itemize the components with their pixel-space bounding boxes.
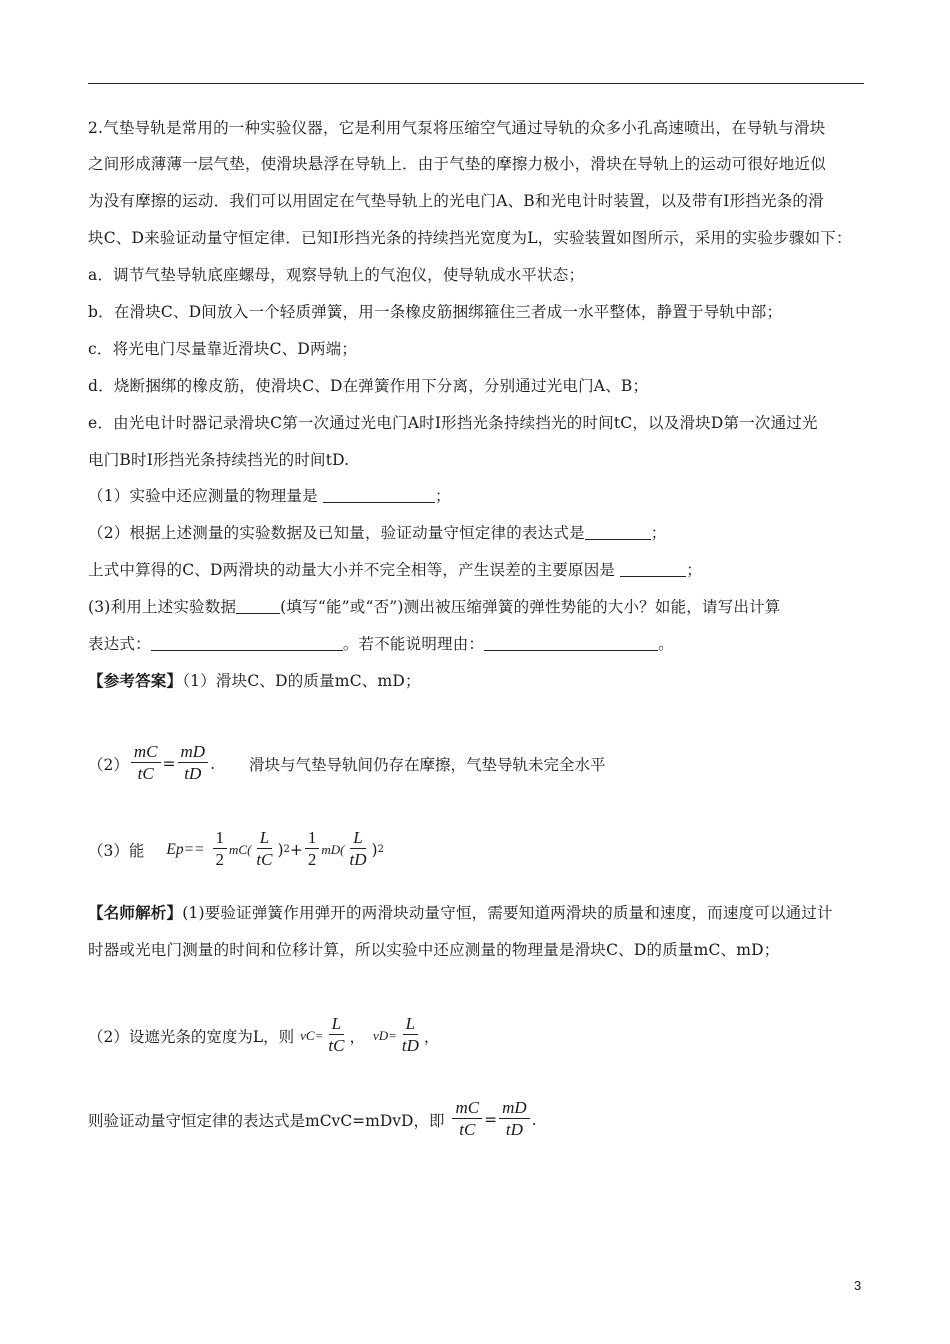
- question-2-end: ；: [650, 524, 667, 542]
- fraction-denominator: tD: [184, 764, 202, 783]
- fraction-denominator: tD: [401, 1036, 419, 1055]
- question-2-text: （2）根据上述测量的实验数据及已知量，验证动量守恒定律的表达式是: [88, 524, 585, 542]
- question-3: [88, 597, 780, 617]
- analysis-label: 【名师解析】: [88, 903, 183, 922]
- answer-1: （1）滑块C、D的质量mC、mD；: [182, 672, 421, 690]
- fraction-denominator: 2: [307, 850, 317, 869]
- answer-blank-1[interactable]: [323, 488, 435, 503]
- question-2b-text: 上式中算得的C、D两滑块的动量大小并不完全相等，产生误差的主要原因是: [88, 561, 621, 579]
- analysis-momentum-row: [88, 1098, 537, 1141]
- fraction-denominator: tC: [328, 1036, 345, 1055]
- answer-1-line: [88, 671, 421, 691]
- answer-2-reason: 滑块与气垫导轨间仍存在摩擦，气垫导轨未完全水平: [249, 755, 606, 774]
- question-2: [88, 523, 666, 543]
- mass-d: mD(: [321, 841, 345, 857]
- question-3-mid: (填写“能”或“否”)测出被压缩弹簧的弹性势能的大小？如能，请写出计算: [280, 598, 781, 616]
- question-2b-end: ；: [686, 561, 702, 579]
- comma: ，: [349, 1027, 365, 1046]
- fraction-numerator: L: [329, 1014, 344, 1035]
- analysis-velocity-text: （2）设遮光条的宽度为L，则: [88, 1027, 295, 1046]
- header-rule: [88, 83, 864, 84]
- fraction-numerator: L: [403, 1014, 418, 1035]
- fraction-numerator: mD: [178, 742, 209, 763]
- period: .: [210, 754, 215, 773]
- mass-c: mC(: [229, 841, 252, 857]
- exponent: 2: [377, 844, 384, 855]
- answer-blank-4[interactable]: [236, 599, 280, 614]
- question-1-end: ；: [435, 487, 451, 505]
- fraction-denominator: tC: [256, 850, 273, 869]
- fraction-mc-tc: [452, 1098, 482, 1141]
- question-3b: [88, 634, 674, 654]
- fraction-numerator: 1: [213, 828, 228, 849]
- step-b: b．在滑块C、D间放入一个轻质弹簧，用一条橡皮筋捆绑箍住三者成一水平整体，静置于导轨中部；: [88, 303, 783, 321]
- fraction-numerator: L: [257, 828, 272, 849]
- equals-sign: =: [162, 754, 176, 773]
- page-number: 3: [854, 1278, 862, 1293]
- question-3-text: (3)利用上述实验数据: [88, 598, 237, 616]
- question-3b-end: 。: [658, 635, 674, 653]
- fraction-one-half: [213, 828, 228, 871]
- comma: ，: [423, 1027, 440, 1046]
- answer-3-label: （3）能: [88, 841, 145, 860]
- answer-2-row: [88, 742, 606, 785]
- analysis-text-1: (1)要验证弹簧作用弹开的两滑块动量守恒，需要知道两滑块的质量和速度，而速度可以通过计: [182, 904, 833, 922]
- close-paren: ): [371, 840, 378, 859]
- question-para-line-3: 为没有摩擦的运动．我们可以用固定在气垫导轨上的光电门A、B和光电计时装置，以及带有Ⅰ形挡光条的滑: [88, 192, 824, 210]
- analysis-momentum-text: 则验证动量守恒定律的表达式是mCvC=mDvD，即: [88, 1111, 445, 1130]
- answer-blank-6[interactable]: [484, 636, 658, 651]
- fraction-l-tc: [253, 828, 275, 871]
- fraction-md-td: [178, 742, 209, 785]
- answer-3-row: [88, 828, 384, 871]
- exponent: 2: [283, 844, 290, 855]
- fraction-denominator: tC: [459, 1120, 476, 1139]
- question-1-text: （1）实验中还应测量的物理量是: [88, 487, 323, 505]
- analysis-line-1: [88, 903, 833, 923]
- question-2b: [88, 560, 702, 580]
- answer-blank-5[interactable]: [151, 636, 343, 651]
- answer-2-label: （2）: [88, 755, 129, 774]
- fraction-numerator: mD: [499, 1098, 530, 1119]
- fraction-one-half: [305, 828, 320, 871]
- step-c: c．将光电门尽量靠近滑块C、D两端；: [88, 340, 358, 358]
- fraction-denominator: tD: [349, 850, 367, 869]
- fraction-denominator: 2: [215, 850, 225, 869]
- answer-blank-2[interactable]: [585, 525, 651, 540]
- question-para-line-4: 块C、D来验证动量守恒定律．已知Ⅰ形挡光条的持续挡光宽度为L，实验装置如图所示，采用的实验步骤如下：: [88, 229, 852, 247]
- question-3b-mid: 。若不能说明理由：: [342, 635, 485, 653]
- fraction-md-td: [499, 1098, 530, 1141]
- answer-blank-3[interactable]: [620, 562, 686, 577]
- fraction-denominator: tC: [137, 764, 154, 783]
- fraction-denominator: tD: [505, 1120, 523, 1139]
- question-1: [88, 486, 451, 506]
- fraction-numerator: mC: [131, 742, 161, 763]
- plus-sign: +: [289, 840, 303, 859]
- fraction-numerator: L: [350, 828, 365, 849]
- fraction-numerator: 1: [305, 828, 320, 849]
- fraction-mc-tc: [131, 742, 161, 785]
- fraction-l-tc: [325, 1014, 347, 1057]
- analysis-velocity-row: [88, 1014, 439, 1057]
- step-d: d．烧断捆绑的橡皮筋，使滑块C、D在弹簧作用下分离，分别通过光电门A、B；: [88, 377, 649, 395]
- velocity-d: vD=: [372, 1027, 397, 1043]
- fraction-l-td: [347, 828, 370, 871]
- question-3b-text: 表达式：: [88, 635, 151, 653]
- step-e-line-1: e．由光电计时器记录滑块C第一次通过光电门A时Ⅰ形挡光条持续挡光的时间tC，以及滑块D第一次通过光: [88, 414, 818, 432]
- step-a: a．调节气垫导轨底座螺母，观察导轨上的气泡仪，使导轨成水平状态；: [88, 266, 585, 284]
- period: .: [531, 1110, 537, 1129]
- fraction-l-td: [399, 1014, 422, 1057]
- question-para-line-1: 2.气垫导轨是常用的一种实验仪器，它是利用气泵将压缩空气通过导轨的众多小孔高速喷出，在导轨与滑块: [88, 119, 826, 137]
- question-para-line-2: 之间形成薄薄一层气垫，使滑块悬浮在导轨上．由于气垫的摩擦力极小，滑块在导轨上的运动可很好地近似: [88, 155, 826, 173]
- analysis-line-2: 时器或光电门测量的时间和位移计算，所以实验中还应测量的物理量是滑块C、D的质量mC、mD；: [88, 941, 780, 959]
- close-paren: ): [277, 840, 284, 859]
- fraction-numerator: mC: [452, 1098, 482, 1119]
- answer-label: 【参考答案】: [88, 671, 183, 690]
- step-e-line-2: 电门B时Ⅰ形挡光条持续挡光的时间tD.: [88, 451, 350, 469]
- equals-sign: =: [484, 1110, 498, 1129]
- energy-symbol: Ep==: [166, 840, 205, 858]
- velocity-c: vC=: [300, 1027, 324, 1043]
